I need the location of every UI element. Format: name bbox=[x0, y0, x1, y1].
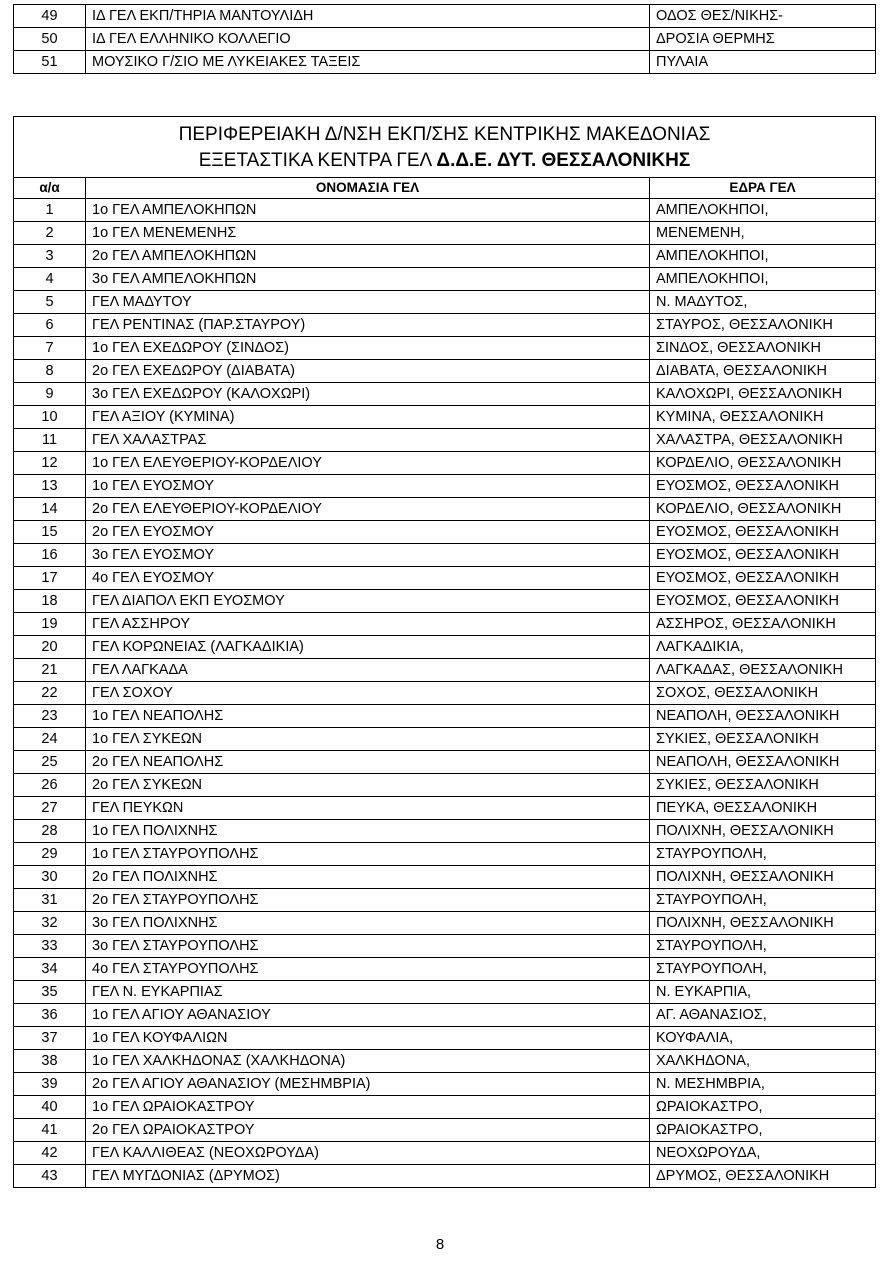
row-number: 49 bbox=[14, 5, 86, 28]
school-name: 3ο ΓΕΛ ΕΧΕΔΩΡΟΥ (ΚΑΛΟΧΩΡΙ) bbox=[86, 383, 650, 406]
row-number: 34 bbox=[14, 958, 86, 981]
table-row bbox=[14, 406, 876, 429]
school-name: 1ο ΓΕΛ ΣΥΚΕΩΝ bbox=[86, 728, 650, 751]
school-name: 1ο ΓΕΛ ΕΛΕΥΘΕΡΙΟΥ-ΚΟΡΔΕΛΙΟΥ bbox=[86, 452, 650, 475]
school-name: 1ο ΓΕΛ ΣΤΑΥΡΟΥΠΟΛΗΣ bbox=[86, 843, 650, 866]
table-row bbox=[14, 567, 876, 590]
school-name: ΓΕΛ ΑΞΙΟΥ (ΚΥΜΙΝΑ) bbox=[86, 406, 650, 429]
school-name: 3ο ΓΕΛ ΑΜΠΕΛΟΚΗΠΩΝ bbox=[86, 268, 650, 291]
table-row bbox=[14, 981, 876, 1004]
school-name: 2ο ΓΕΛ ΣΥΚΕΩΝ bbox=[86, 774, 650, 797]
row-number: 10 bbox=[14, 406, 86, 429]
table-row bbox=[14, 521, 876, 544]
school-seat: ΣΥΚΙΕΣ, ΘΕΣΣΑΛΟΝΙΚΗ bbox=[650, 774, 876, 797]
school-name: ΓΕΛ ΡΕΝΤΙΝΑΣ (ΠΑΡ.ΣΤΑΥΡΟΥ) bbox=[86, 314, 650, 337]
school-seat: ΑΜΠΕΛΟΚΗΠΟΙ, bbox=[650, 268, 876, 291]
school-seat: ΠΟΛΙΧΝΗ, ΘΕΣΣΑΛΟΝΙΚΗ bbox=[650, 820, 876, 843]
school-seat: ΝΕΑΠΟΛΗ, ΘΕΣΣΑΛΟΝΙΚΗ bbox=[650, 705, 876, 728]
table-row bbox=[14, 774, 876, 797]
row-number: 11 bbox=[14, 429, 86, 452]
row-number: 32 bbox=[14, 912, 86, 935]
school-seat: ΣΤΑΥΡΟΣ, ΘΕΣΣΑΛΟΝΙΚΗ bbox=[650, 314, 876, 337]
school-name: 1ο ΓΕΛ ΠΟΛΙΧΝΗΣ bbox=[86, 820, 650, 843]
school-name: ΓΕΛ ΜΑΔΥΤΟΥ bbox=[86, 291, 650, 314]
school-name: ΓΕΛ ΚΑΛΛΙΘΕΑΣ (ΝΕΟΧΩΡΟΥΔΑ) bbox=[86, 1142, 650, 1165]
school-seat: ΠΕΥΚΑ, ΘΕΣΣΑΛΟΝΙΚΗ bbox=[650, 797, 876, 820]
school-name: ΓΕΛ ΑΣΣΗΡΟΥ bbox=[86, 613, 650, 636]
school-seat: Ν. ΜΑΔΥΤΟΣ, bbox=[650, 291, 876, 314]
table-row bbox=[14, 843, 876, 866]
row-number: 42 bbox=[14, 1142, 86, 1165]
row-number: 50 bbox=[14, 28, 86, 51]
school-name: 2ο ΓΕΛ ΑΜΠΕΛΟΚΗΠΩΝ bbox=[86, 245, 650, 268]
row-number: 41 bbox=[14, 1119, 86, 1142]
header-num: α/α bbox=[14, 178, 86, 199]
table-row bbox=[14, 912, 876, 935]
row-number: 4 bbox=[14, 268, 86, 291]
school-name: 1ο ΓΕΛ ΚΟΥΦΑΛΙΩΝ bbox=[86, 1027, 650, 1050]
school-name: ΓΕΛ ΜΥΓΔΟΝΙΑΣ (ΔΡΥΜΟΣ) bbox=[86, 1165, 650, 1188]
school-name: 3ο ΓΕΛ ΣΤΑΥΡΟΥΠΟΛΗΣ bbox=[86, 935, 650, 958]
table-row bbox=[14, 28, 876, 51]
school-name: ΙΔ ΓΕΛ ΕΛΛΗΝΙΚΟ ΚΟΛΛΕΓΙΟ bbox=[86, 28, 650, 51]
table-row bbox=[14, 498, 876, 521]
school-name: 2ο ΓΕΛ ΝΕΑΠΟΛΗΣ bbox=[86, 751, 650, 774]
row-number: 31 bbox=[14, 889, 86, 912]
table-row bbox=[14, 958, 876, 981]
row-number: 38 bbox=[14, 1050, 86, 1073]
school-name: 2ο ΓΕΛ ΩΡΑΙΟΚΑΣΤΡΟΥ bbox=[86, 1119, 650, 1142]
row-number: 8 bbox=[14, 360, 86, 383]
row-number: 29 bbox=[14, 843, 86, 866]
title-line-2-prefix: ΕΞΕΤΑΣΤΙΚΑ ΚΕΝΤΡΑ ΓΕΛ bbox=[198, 150, 437, 171]
table-row bbox=[14, 222, 876, 245]
title-line-1: ΠΕΡΙΦΕΡΕΙΑΚΗ Δ/ΝΣΗ ΕΚΠ/ΣΗΣ ΚΕΝΤΡΙΚΗΣ ΜΑΚΕΔΟΝΙΑΣ bbox=[178, 124, 711, 145]
school-seat: ΛΑΓΚΑΔΑΣ, ΘΕΣΣΑΛΟΝΙΚΗ bbox=[650, 659, 876, 682]
school-name: ΙΔ ΓΕΛ ΕΚΠ/ΤΗΡΙΑ ΜΑΝΤΟΥΛΙΔΗ bbox=[86, 5, 650, 28]
school-name: 3ο ΓΕΛ ΠΟΛΙΧΝΗΣ bbox=[86, 912, 650, 935]
school-seat: ΩΡΑΙΟΚΑΣΤΡΟ, bbox=[650, 1096, 876, 1119]
table-title bbox=[14, 117, 876, 178]
table-row bbox=[14, 1027, 876, 1050]
school-name: 1ο ΓΕΛ ΕΥΟΣΜΟΥ bbox=[86, 475, 650, 498]
school-seat: ΕΥΟΣΜΟΣ, ΘΕΣΣΑΛΟΝΙΚΗ bbox=[650, 475, 876, 498]
table-row bbox=[14, 199, 876, 222]
school-name: 1ο ΓΕΛ ΧΑΛΚΗΔΟΝΑΣ (ΧΑΛΚΗΔΟΝΑ) bbox=[86, 1050, 650, 1073]
table-row bbox=[14, 1119, 876, 1142]
school-seat: ΔΡΥΜΟΣ, ΘΕΣΣΑΛΟΝΙΚΗ bbox=[650, 1165, 876, 1188]
school-seat: ΔΡΟΣΙΑ ΘΕΡΜΗΣ bbox=[650, 28, 876, 51]
school-seat: ΚΑΛΟΧΩΡΙ, ΘΕΣΣΑΛΟΝΙΚΗ bbox=[650, 383, 876, 406]
school-name: ΓΕΛ ΛΑΓΚΑΔΑ bbox=[86, 659, 650, 682]
table-row bbox=[14, 705, 876, 728]
table-row bbox=[14, 1142, 876, 1165]
row-number: 25 bbox=[14, 751, 86, 774]
row-number: 9 bbox=[14, 383, 86, 406]
continued-table bbox=[13, 4, 876, 74]
school-seat: ΣΙΝΔΟΣ, ΘΕΣΣΑΛΟΝΙΚΗ bbox=[650, 337, 876, 360]
school-seat: ΕΥΟΣΜΟΣ, ΘΕΣΣΑΛΟΝΙΚΗ bbox=[650, 567, 876, 590]
school-name: ΓΕΛ ΔΙΑΠΟΛ ΕΚΠ ΕΥΟΣΜΟΥ bbox=[86, 590, 650, 613]
row-number: 35 bbox=[14, 981, 86, 1004]
school-name: ΓΕΛ ΧΑΛΑΣΤΡΑΣ bbox=[86, 429, 650, 452]
school-seat: ΔΙΑΒΑΤΑ, ΘΕΣΣΑΛΟΝΙΚΗ bbox=[650, 360, 876, 383]
row-number: 2 bbox=[14, 222, 86, 245]
school-seat: ΝΕΟΧΩΡΟΥΔΑ, bbox=[650, 1142, 876, 1165]
row-number: 17 bbox=[14, 567, 86, 590]
table-row bbox=[14, 659, 876, 682]
school-seat: ΣΥΚΙΕΣ, ΘΕΣΣΑΛΟΝΙΚΗ bbox=[650, 728, 876, 751]
table-body bbox=[14, 199, 876, 1188]
school-name: 2ο ΓΕΛ ΑΓΙΟΥ ΑΘΑΝΑΣΙΟΥ (ΜΕΣΗΜΒΡΙΑ) bbox=[86, 1073, 650, 1096]
school-seat: ΚΟΡΔΕΛΙΟ, ΘΕΣΣΑΛΟΝΙΚΗ bbox=[650, 452, 876, 475]
school-seat: ΕΥΟΣΜΟΣ, ΘΕΣΣΑΛΟΝΙΚΗ bbox=[650, 544, 876, 567]
table-row bbox=[14, 544, 876, 567]
header-name: ΟΝΟΜΑΣΙΑ ΓΕΛ bbox=[86, 178, 650, 199]
school-seat: ΠΥΛΑΙΑ bbox=[650, 51, 876, 74]
row-number: 7 bbox=[14, 337, 86, 360]
school-seat: ΑΓ. ΑΘΑΝΑΣΙΟΣ, bbox=[650, 1004, 876, 1027]
school-name: 1ο ΓΕΛ ΩΡΑΙΟΚΑΣΤΡΟΥ bbox=[86, 1096, 650, 1119]
table-row bbox=[14, 291, 876, 314]
row-number: 30 bbox=[14, 866, 86, 889]
school-seat: ΛΑΓΚΑΔΙΚΙΑ, bbox=[650, 636, 876, 659]
school-name: 2ο ΓΕΛ ΕΛΕΥΘΕΡΙΟΥ-ΚΟΡΔΕΛΙΟΥ bbox=[86, 498, 650, 521]
school-seat: ΣΤΑΥΡΟΥΠΟΛΗ, bbox=[650, 958, 876, 981]
school-seat: ΚΟΥΦΑΛΙΑ, bbox=[650, 1027, 876, 1050]
row-number: 26 bbox=[14, 774, 86, 797]
row-number: 1 bbox=[14, 199, 86, 222]
table-head bbox=[14, 117, 876, 199]
table-row bbox=[14, 820, 876, 843]
row-number: 39 bbox=[14, 1073, 86, 1096]
school-seat: ΩΡΑΙΟΚΑΣΤΡΟ, bbox=[650, 1119, 876, 1142]
row-number: 21 bbox=[14, 659, 86, 682]
table-row bbox=[14, 1096, 876, 1119]
header-row bbox=[14, 178, 876, 199]
school-seat: ΑΜΠΕΛΟΚΗΠΟΙ, bbox=[650, 199, 876, 222]
table-row bbox=[14, 797, 876, 820]
exam-centers-table bbox=[13, 116, 876, 1188]
school-name: ΓΕΛ Ν. ΕΥΚΑΡΠΙΑΣ bbox=[86, 981, 650, 1004]
school-name: 3ο ΓΕΛ ΕΥΟΣΜΟΥ bbox=[86, 544, 650, 567]
table-row bbox=[14, 889, 876, 912]
school-seat: ΚΥΜΙΝΑ, ΘΕΣΣΑΛΟΝΙΚΗ bbox=[650, 406, 876, 429]
school-name: 1ο ΓΕΛ ΝΕΑΠΟΛΗΣ bbox=[86, 705, 650, 728]
table-row bbox=[14, 751, 876, 774]
title-line-2-bold: Δ.Δ.Ε. ΔΥΤ. ΘΕΣΣΑΛΟΝΙΚΗΣ bbox=[436, 150, 691, 171]
table-row bbox=[14, 636, 876, 659]
table-row bbox=[14, 590, 876, 613]
row-number: 18 bbox=[14, 590, 86, 613]
continued-table-body bbox=[14, 5, 876, 74]
table-row bbox=[14, 383, 876, 406]
table-row bbox=[14, 268, 876, 291]
table-row bbox=[14, 337, 876, 360]
table-row bbox=[14, 429, 876, 452]
school-name: 1ο ΓΕΛ ΑΓΙΟΥ ΑΘΑΝΑΣΙΟΥ bbox=[86, 1004, 650, 1027]
school-seat: ΑΣΣΗΡΟΣ, ΘΕΣΣΑΛΟΝΙΚΗ bbox=[650, 613, 876, 636]
school-name: 1ο ΓΕΛ ΜΕΝΕΜΕΝΗΣ bbox=[86, 222, 650, 245]
school-name: 2ο ΓΕΛ ΣΤΑΥΡΟΥΠΟΛΗΣ bbox=[86, 889, 650, 912]
page-number: 8 bbox=[435, 1236, 445, 1253]
row-number: 16 bbox=[14, 544, 86, 567]
row-number: 43 bbox=[14, 1165, 86, 1188]
title-row bbox=[14, 117, 876, 178]
school-seat: ΧΑΛΑΣΤΡΑ, ΘΕΣΣΑΛΟΝΙΚΗ bbox=[650, 429, 876, 452]
row-number: 51 bbox=[14, 51, 86, 74]
table-row bbox=[14, 475, 876, 498]
school-name: 2ο ΓΕΛ ΕΧΕΔΩΡΟΥ (ΔΙΑΒΑΤΑ) bbox=[86, 360, 650, 383]
school-seat: ΚΟΡΔΕΛΙΟ, ΘΕΣΣΑΛΟΝΙΚΗ bbox=[650, 498, 876, 521]
school-seat: ΧΑΛΚΗΔΟΝΑ, bbox=[650, 1050, 876, 1073]
school-name: 1ο ΓΕΛ ΑΜΠΕΛΟΚΗΠΩΝ bbox=[86, 199, 650, 222]
header-seat: ΕΔΡΑ ΓΕΛ bbox=[650, 178, 876, 199]
table-row bbox=[14, 682, 876, 705]
school-seat: ΠΟΛΙΧΝΗ, ΘΕΣΣΑΛΟΝΙΚΗ bbox=[650, 866, 876, 889]
school-seat: ΣΟΧΟΣ, ΘΕΣΣΑΛΟΝΙΚΗ bbox=[650, 682, 876, 705]
school-seat: Ν. ΕΥΚΑΡΠΙΑ, bbox=[650, 981, 876, 1004]
row-number: 28 bbox=[14, 820, 86, 843]
row-number: 40 bbox=[14, 1096, 86, 1119]
school-name: 4ο ΓΕΛ ΕΥΟΣΜΟΥ bbox=[86, 567, 650, 590]
title-line-2 bbox=[14, 148, 875, 174]
table-row bbox=[14, 1073, 876, 1096]
table-row bbox=[14, 1050, 876, 1073]
row-number: 37 bbox=[14, 1027, 86, 1050]
table-row bbox=[14, 1004, 876, 1027]
table-row bbox=[14, 51, 876, 74]
school-seat: ΜΕΝΕΜΕΝΗ, bbox=[650, 222, 876, 245]
table-row bbox=[14, 5, 876, 28]
row-number: 12 bbox=[14, 452, 86, 475]
school-name: ΜΟΥΣΙΚΟ Γ/ΣΙΟ ΜΕ ΛΥΚΕΙΑΚΕΣ ΤΑΞΕΙΣ bbox=[86, 51, 650, 74]
table-row bbox=[14, 360, 876, 383]
school-seat: ΝΕΑΠΟΛΗ, ΘΕΣΣΑΛΟΝΙΚΗ bbox=[650, 751, 876, 774]
row-number: 15 bbox=[14, 521, 86, 544]
school-seat: ΠΟΛΙΧΝΗ, ΘΕΣΣΑΛΟΝΙΚΗ bbox=[650, 912, 876, 935]
table-row bbox=[14, 314, 876, 337]
row-number: 6 bbox=[14, 314, 86, 337]
school-name: 4ο ΓΕΛ ΣΤΑΥΡΟΥΠΟΛΗΣ bbox=[86, 958, 650, 981]
row-number: 33 bbox=[14, 935, 86, 958]
row-number: 23 bbox=[14, 705, 86, 728]
table-row bbox=[14, 613, 876, 636]
row-number: 20 bbox=[14, 636, 86, 659]
school-seat: ΕΥΟΣΜΟΣ, ΘΕΣΣΑΛΟΝΙΚΗ bbox=[650, 521, 876, 544]
row-number: 24 bbox=[14, 728, 86, 751]
school-name: 2ο ΓΕΛ ΕΥΟΣΜΟΥ bbox=[86, 521, 650, 544]
school-seat: ΣΤΑΥΡΟΥΠΟΛΗ, bbox=[650, 843, 876, 866]
row-number: 14 bbox=[14, 498, 86, 521]
school-seat: ΑΜΠΕΛΟΚΗΠΟΙ, bbox=[650, 245, 876, 268]
table-row bbox=[14, 866, 876, 889]
table-row bbox=[14, 935, 876, 958]
row-number: 19 bbox=[14, 613, 86, 636]
table-row bbox=[14, 1165, 876, 1188]
table-row bbox=[14, 245, 876, 268]
school-name: ΓΕΛ ΚΟΡΩΝΕΙΑΣ (ΛΑΓΚΑΔΙΚΙΑ) bbox=[86, 636, 650, 659]
school-name: ΓΕΛ ΣΟΧΟΥ bbox=[86, 682, 650, 705]
school-seat: ΣΤΑΥΡΟΥΠΟΛΗ, bbox=[650, 935, 876, 958]
row-number: 22 bbox=[14, 682, 86, 705]
row-number: 36 bbox=[14, 1004, 86, 1027]
row-number: 5 bbox=[14, 291, 86, 314]
table-row bbox=[14, 728, 876, 751]
school-seat: ΕΥΟΣΜΟΣ, ΘΕΣΣΑΛΟΝΙΚΗ bbox=[650, 590, 876, 613]
school-name: ΓΕΛ ΠΕΥΚΩΝ bbox=[86, 797, 650, 820]
table-row bbox=[14, 452, 876, 475]
row-number: 27 bbox=[14, 797, 86, 820]
school-name: 2ο ΓΕΛ ΠΟΛΙΧΝΗΣ bbox=[86, 866, 650, 889]
school-seat: ΟΔΟΣ ΘΕΣ/ΝΙΚΗΣ- bbox=[650, 5, 876, 28]
school-name: 1ο ΓΕΛ ΕΧΕΔΩΡΟΥ (ΣΙΝΔΟΣ) bbox=[86, 337, 650, 360]
school-seat: Ν. ΜΕΣΗΜΒΡΙΑ, bbox=[650, 1073, 876, 1096]
row-number: 13 bbox=[14, 475, 86, 498]
row-number: 3 bbox=[14, 245, 86, 268]
school-seat: ΣΤΑΥΡΟΥΠΟΛΗ, bbox=[650, 889, 876, 912]
